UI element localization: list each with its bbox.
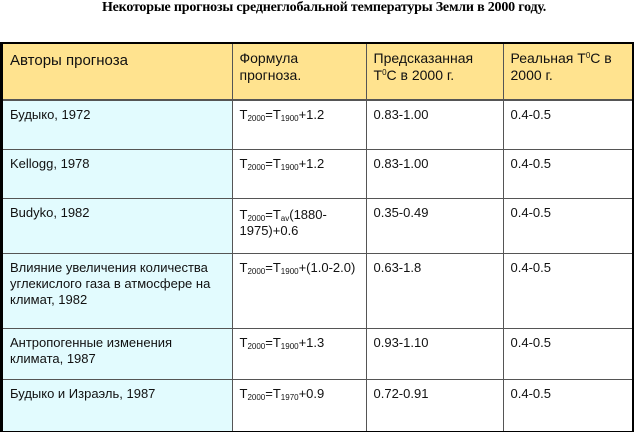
table-row xyxy=(3,149,632,198)
table-row xyxy=(3,328,632,379)
formula-t: T xyxy=(239,155,248,171)
header-author xyxy=(3,44,232,100)
formula-sub: 1900 xyxy=(280,341,299,351)
formula-sub: 2000 xyxy=(247,213,266,223)
header-formula xyxy=(232,44,366,100)
real-cell: 0.4-0.5 xyxy=(503,149,632,198)
real-cell: 0.4-0.5 xyxy=(503,100,632,149)
formula-t: T xyxy=(239,385,248,401)
header-formula-label: Формула прогноза. xyxy=(239,50,302,83)
table-row xyxy=(3,253,632,328)
formula-sub: 1900 xyxy=(280,266,299,276)
formula-eq: =T xyxy=(265,334,281,350)
real-cell: 0.4-0.5 xyxy=(503,379,632,431)
formula-eq: =T xyxy=(265,206,281,222)
header-real-suffix: C в 2000 г. xyxy=(510,50,612,83)
formula-sub: 2000 xyxy=(247,162,266,172)
formula-cell xyxy=(232,100,366,149)
formula-cell xyxy=(232,328,366,379)
formula-rest: +(1.0-2.0) xyxy=(298,259,356,275)
forecast-table xyxy=(0,42,634,432)
author-cell: Будыко, 1972 xyxy=(3,100,232,149)
predicted-cell: 0.35-0.49 xyxy=(366,198,503,253)
formula-rest: +1.2 xyxy=(298,107,325,122)
formula-t: T xyxy=(239,206,248,222)
author-cell: Будыко и Израэль, 1987 xyxy=(3,379,232,431)
real-cell: 0.4-0.5 xyxy=(503,253,632,328)
predicted-cell: 0.93-1.10 xyxy=(366,328,503,379)
header-author-label: Авторы прогноза xyxy=(10,52,128,69)
author-cell: Влияние увеличения количества углекислого газа в атмосфере на климат, 1982 xyxy=(3,253,232,328)
formula-sub: 1900 xyxy=(280,114,299,123)
formula-cell xyxy=(232,253,366,328)
predicted-cell: 0.63-1.8 xyxy=(366,253,503,328)
header-real-prefix: Реальная T xyxy=(510,50,586,66)
formula-t: T xyxy=(239,334,248,350)
formula-eq: =T xyxy=(265,155,281,171)
formula-cell xyxy=(232,198,366,253)
formula-rest: +1.3 xyxy=(298,334,325,350)
header-predicted-prefix: Предсказанная T xyxy=(373,50,474,83)
formula-sub: 2000 xyxy=(247,392,266,402)
formula-eq: =T xyxy=(265,259,281,275)
formula-sub: 2000 xyxy=(247,266,266,276)
real-cell: 0.4-0.5 xyxy=(503,328,632,379)
header-predicted-suffix: C в 2000 г. xyxy=(386,67,455,83)
author-cell: Антропогенные изменения климата, 1987 xyxy=(3,328,232,379)
formula-sub: 1970 xyxy=(280,392,299,402)
real-cell: 0.4-0.5 xyxy=(503,198,632,253)
table-header-row xyxy=(3,44,632,100)
formula-rest: (1880-1975)+0.6 xyxy=(239,206,327,238)
formula-eq: =T xyxy=(265,107,281,122)
header-real xyxy=(503,44,632,100)
header-predicted xyxy=(366,44,503,100)
formula-sub: 2000 xyxy=(247,341,266,351)
formula-sub: 1900 xyxy=(280,162,299,172)
header-real-sup: 0 xyxy=(585,51,591,60)
predicted-cell: 0.83-1.00 xyxy=(366,100,503,149)
author-cell: Budyko, 1982 xyxy=(3,198,232,253)
formula-cell xyxy=(232,379,366,431)
predicted-cell: 0.83-1.00 xyxy=(366,149,503,198)
page-title: Некоторые прогнозы среднеглобальной температуры Земли в 2000 году. xyxy=(101,0,547,15)
table-row xyxy=(3,379,632,431)
formula-cell xyxy=(232,149,366,198)
predicted-cell: 0.72-0.91 xyxy=(366,379,503,431)
author-cell: Kellogg, 1978 xyxy=(3,149,232,198)
table-row xyxy=(3,198,632,253)
formula-t: T xyxy=(239,259,248,275)
formula-t: T xyxy=(239,107,248,122)
formula-sub: av xyxy=(280,213,290,223)
formula-sub: 2000 xyxy=(247,114,266,123)
formula-rest: +0.9 xyxy=(298,385,325,401)
table-row xyxy=(3,100,632,149)
formula-rest: +1.2 xyxy=(298,155,325,171)
formula-eq: =T xyxy=(265,385,281,401)
header-predicted-sup: 0 xyxy=(382,68,387,77)
